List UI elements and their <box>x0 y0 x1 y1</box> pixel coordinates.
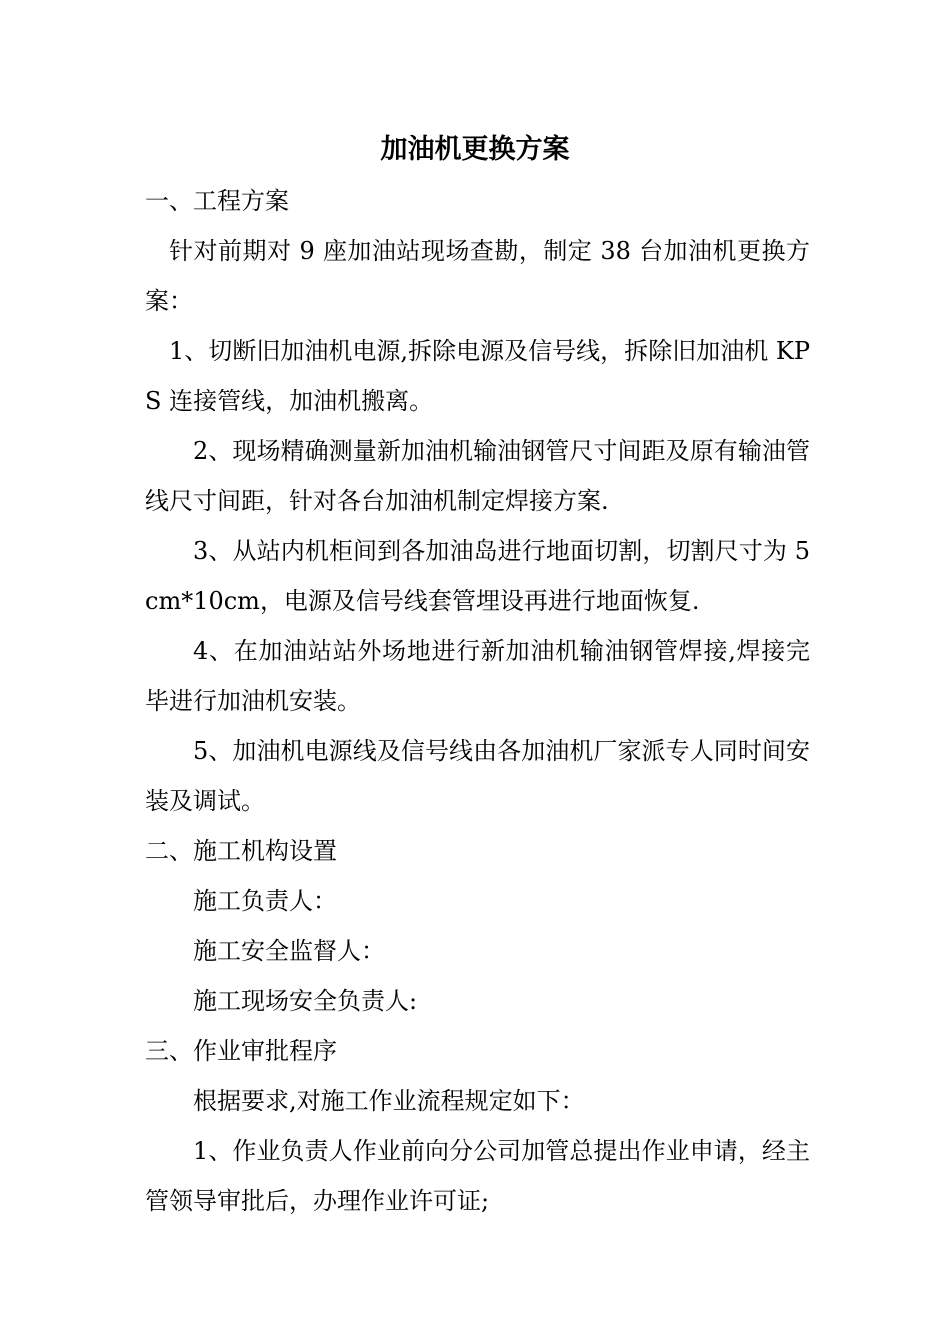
paragraph-intro: 针对前期对 9 座加油站现场查勘，制定 38 台加油机更换方案： <box>145 237 810 315</box>
list-item-1: 1、切断旧加油机电源,拆除电源及信号线，拆除旧加油机 KPS 连接管线，加油机搬离。 <box>145 337 810 415</box>
role-line-2: 施工安全监督人： <box>193 937 385 965</box>
list-item-4: 4、在加油站站外场地进行新加油机输油钢管焊接,焊接完毕进行加油机安装。 <box>145 637 810 715</box>
role-line-1: 施工负责人： <box>193 887 337 915</box>
section-heading-1: 一、工程方案 <box>145 187 289 215</box>
section-heading-3: 三、作业审批程序 <box>145 1037 337 1065</box>
list-item-3: 3、从站内机柜间到各加油岛进行地面切割，切割尺寸为 5cm*10cm，电源及信号线套管埋设再进行地面恢复. <box>145 537 810 615</box>
section-heading-2: 二、施工机构设置 <box>145 837 337 865</box>
procedure-item-1: 1、作业负责人作业前向分公司加管总提出作业申请，经主管领导审批后，办理作业许可证; <box>145 1137 810 1215</box>
role-line-3: 施工现场安全负责人: <box>193 987 418 1015</box>
paragraph-procedure-intro: 根据要求,对施工作业流程规定如下： <box>193 1087 585 1115</box>
document-title: 加油机更换方案 <box>380 134 570 165</box>
document-body <box>145 176 810 1226</box>
list-item-2: 2、现场精确测量新加油机输油钢管尺寸间距及原有输油管线尺寸间距，针对各台加油机制定焊接方案. <box>145 437 810 515</box>
list-item-5: 5、加油机电源线及信号线由各加油机厂家派专人同时间安装及调试。 <box>145 737 810 815</box>
